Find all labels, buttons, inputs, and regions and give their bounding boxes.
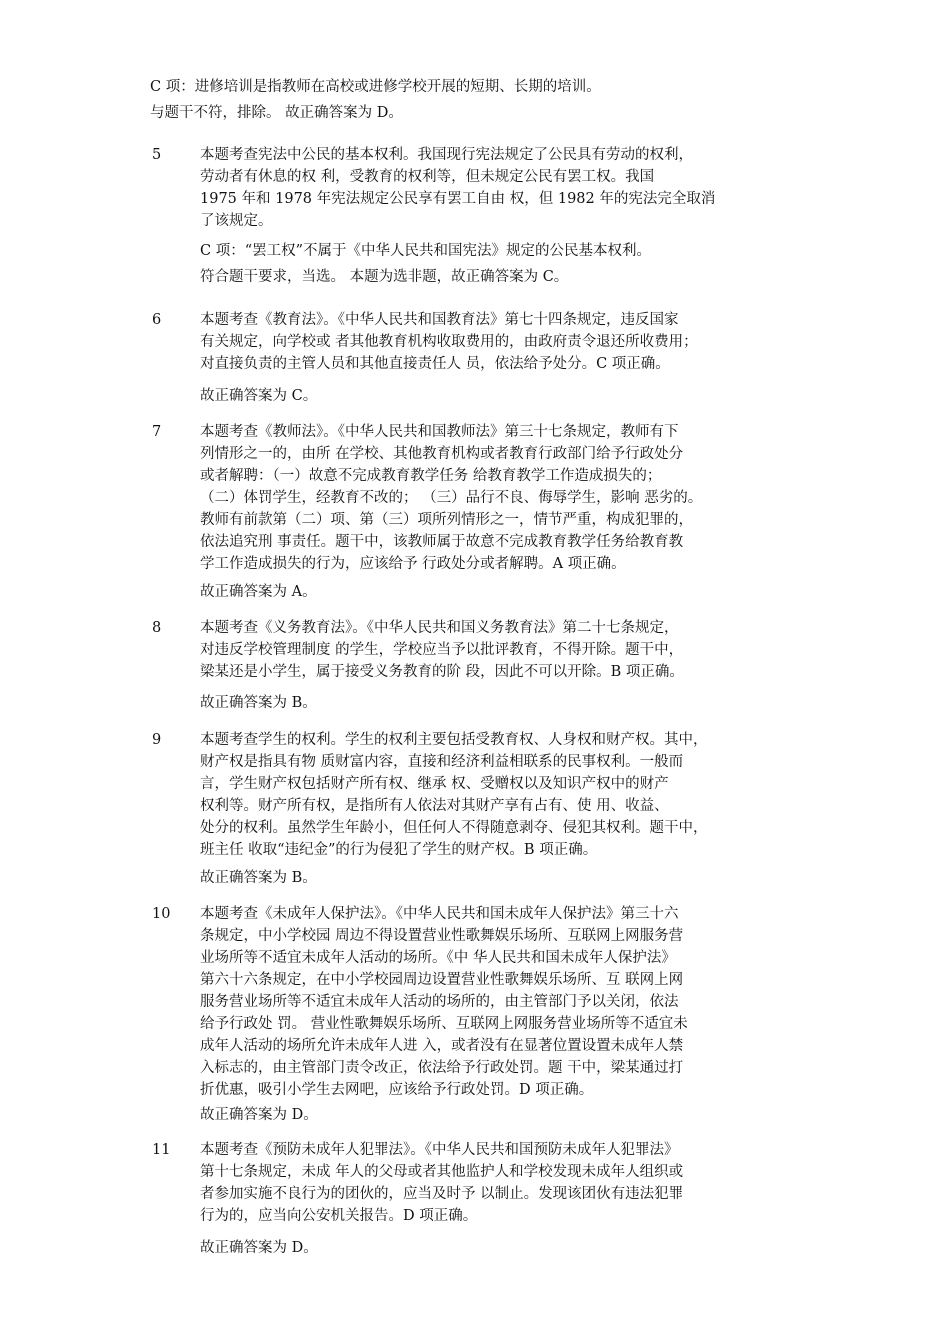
body-line: 班主任 收取“违纪金”的行为侵犯了学生的财产权。B 项正确。 bbox=[200, 842, 598, 858]
body-line: 列情形之一的，由所 在学校、其他教育机构或者教育行政部门给予行政处分 bbox=[200, 446, 684, 462]
item-answer: 故正确答案为 B。 bbox=[200, 695, 317, 711]
item-number: 6 bbox=[152, 312, 162, 328]
body-line: 依法追究刑 事责任。题干中，该教师属于故意不完成教育教学任务给教育教 bbox=[200, 534, 684, 550]
item-body bbox=[200, 729, 775, 861]
item-number: 5 bbox=[152, 147, 162, 163]
item-body bbox=[200, 903, 775, 1101]
item-answer: 故正确答案为 C。 bbox=[200, 388, 318, 404]
body-line: 有关规定，向学校或 者其他教育机构收取费用的，由政府责令退还所收费用； bbox=[200, 334, 698, 350]
body-line: 了该规定。 bbox=[200, 213, 273, 229]
body-line: 给予行政处 罚。 营业性歌舞娱乐场所、互联网上网服务营业场所等不适宜未 bbox=[200, 1016, 688, 1032]
body-line: 财产权是指具有物 质财富内容，直接和经济利益相联系的民事权利。一般而 bbox=[200, 754, 684, 770]
item-number: 9 bbox=[152, 732, 162, 748]
body-line: 成年人活动的场所允许未成年人进 入，或者没有在显著位置设置未成年人禁 bbox=[200, 1038, 684, 1054]
body-line: 折优惠，吸引小学生去网吧，应该给予行政处罚。D 项正确。 bbox=[200, 1082, 594, 1098]
item-answer: 故正确答案为 B。 bbox=[200, 870, 317, 886]
body-line: 梁某还是小学生，属于接受义务教育的阶 段，因此不可以开除。B 项正确。 bbox=[200, 664, 684, 680]
body-line: （二）体罚学生，经教育不改的； （三）品行不良、侮辱学生，影响 恶劣的。 bbox=[200, 490, 703, 506]
item-extra-line: C 项：“罢工权”不属于《中华人民共和国宪法》规定的公民基本权利。 bbox=[200, 243, 652, 259]
body-line: 或者解聘：（一）故意不完成教育教学任务 给教育教学工作造成损失的； bbox=[200, 468, 662, 484]
body-line: 本题考查学生的权利。学生的权利主要包括受教育权、人身权和财产权。其中， bbox=[200, 732, 708, 748]
body-line: 对违反学校管理制度 的学生，学校应当予以批评教育，不得开除。题干中， bbox=[200, 642, 684, 658]
item-number: 7 bbox=[152, 424, 162, 440]
body-line: 第十七条规定，未成 年人的父母或者其他监护人和学校发现未成年人组织或 bbox=[200, 1164, 684, 1180]
item-body bbox=[200, 144, 775, 232]
item-number: 10 bbox=[152, 906, 171, 922]
body-line: 处分的权利。虽然学生年龄小，但任何人不得随意剥夺、侵犯其权利。题干中， bbox=[200, 820, 708, 836]
body-line: 1975 年和 1978 年宪法规定公民享有罢工自由 权，但 1982 年的宪法完全取消 bbox=[200, 191, 716, 207]
body-line: 本题考查《教育法》。《中华人民共和国教育法》第七十四条规定，违反国家 bbox=[200, 312, 679, 328]
body-line: 入标志的，由主管部门责令改正，依法给予行政处罚。题 干中，梁某通过打 bbox=[200, 1060, 684, 1076]
body-line: 权利等。财产所有权，是指所有人依法对其财产享有占有、使 用、收益、 bbox=[200, 798, 669, 814]
item-body bbox=[200, 421, 775, 575]
body-line: 者参加实施不良行为的团伙的，应当及时予 以制止。发现该团伙有违法犯罪 bbox=[200, 1186, 684, 1202]
item-answer: 故正确答案为 D。 bbox=[200, 1107, 318, 1123]
item-body bbox=[200, 1139, 775, 1227]
body-line: 本题考查《教师法》。《中华人民共和国教师法》第三十七条规定，教师有下 bbox=[200, 424, 679, 440]
body-line: 条规定，中小学校园 周边不得设置营业性歌舞娱乐场所、互联网上网服务营 bbox=[200, 928, 684, 944]
item-number: 8 bbox=[152, 620, 162, 636]
body-line: 劳动者有休息的权 利，受教育的权利等，但未规定公民有罢工权。我国 bbox=[200, 169, 655, 185]
body-line: 第六十六条规定，在中小学校园周边设置营业性歌舞娱乐场所、互 联网上网 bbox=[200, 972, 684, 988]
body-line: 对直接负责的主管人员和其他直接责任人 员，依法给予处分。C 项正确。 bbox=[200, 356, 670, 372]
item-body bbox=[200, 309, 775, 375]
body-line: 本题考查《义务教育法》。《中华人民共和国义务教育法》第二十七条规定， bbox=[200, 620, 679, 636]
intro-line-2: 与题干不符，排除。 故正确答案为 D。 bbox=[150, 105, 403, 121]
item-answer: 故正确答案为 A。 bbox=[200, 584, 317, 600]
body-line: 服务营业场所等不适宜未成年人活动的场所的，由主管部门予以关闭，依法 bbox=[200, 994, 679, 1010]
intro-line-1: C 项：进修培训是指教师在高校或进修学校开展的短期、长期的培训。 bbox=[150, 79, 601, 95]
item-body bbox=[200, 617, 775, 683]
body-line: 教师有前款第（二）项、第（三）项所列情形之一，情节严重，构成犯罪的， bbox=[200, 512, 693, 528]
item-extra-line: 符合题干要求，当选。 本题为选非题，故正确答案为 C。 bbox=[200, 269, 569, 285]
body-line: 行为的，应当向公安机关报告。D 项正确。 bbox=[200, 1208, 478, 1224]
body-line: 业场所等不适宜未成年人活动的场所。《中 华人民共和国未成年人保护法》 bbox=[200, 950, 676, 966]
body-line: 言，学生财产权包括财产所有权、继承 权、受赠权以及知识产权中的财产 bbox=[200, 776, 669, 792]
body-line: 本题考查《未成年人保护法》。《中华人民共和国未成年人保护法》第三十六 bbox=[200, 906, 679, 922]
body-line: 本题考查《预防未成年人犯罪法》。《中华人民共和国预防未成年人犯罪法》 bbox=[200, 1142, 679, 1158]
item-number: 11 bbox=[152, 1142, 171, 1158]
body-line: 学工作造成损失的行为，应该给予 行政处分或者解聘。A 项正确。 bbox=[200, 556, 626, 572]
item-answer: 故正确答案为 D。 bbox=[200, 1240, 318, 1256]
body-line: 本题考查宪法中公民的基本权利。我国现行宪法规定了公民具有劳动的权利， bbox=[200, 147, 693, 163]
